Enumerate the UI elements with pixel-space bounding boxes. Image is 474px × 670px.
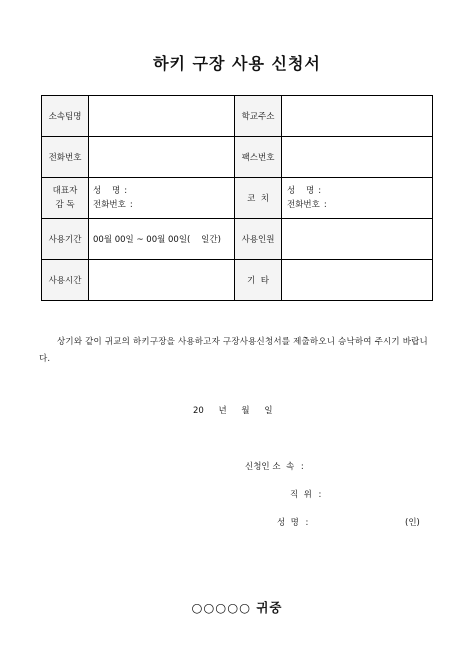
request-statement: 상기와 같이 귀교의 하키구장을 사용하고자 구장사용신청서를 제출하오니 승낙하여 주시기 바랍니다. xyxy=(39,337,428,364)
applicant-affiliation-row xyxy=(245,460,304,472)
representative-label xyxy=(42,178,89,219)
colon: : xyxy=(318,490,322,500)
phone-field[interactable] xyxy=(89,137,235,178)
form-row-period xyxy=(42,219,433,260)
usage-period-field[interactable]: 00월 00일 ~ 00월 00일( 일간) xyxy=(89,219,235,260)
team-name-label: 소속팀명 xyxy=(42,96,89,137)
date-line: 20 년 월 일 xyxy=(193,406,273,416)
position-label: 직 위 xyxy=(290,490,312,500)
coach-phone-row xyxy=(287,198,432,212)
usage-time-label: 사용시간 xyxy=(42,260,89,301)
phone-label: 전화번호 xyxy=(42,137,89,178)
colon: : xyxy=(129,200,133,210)
name-label: 성 명 xyxy=(277,518,299,528)
team-name-field[interactable] xyxy=(89,96,235,137)
form-row-representative xyxy=(42,178,433,219)
form-row-phone xyxy=(42,137,433,178)
representative-name-row xyxy=(93,184,234,198)
school-address-field[interactable] xyxy=(282,96,433,137)
form-row-time xyxy=(42,260,433,301)
colon: : xyxy=(124,186,128,196)
coach-label: 코 치 xyxy=(235,178,282,219)
coach-field[interactable] xyxy=(282,178,433,219)
representative-label-line2: 감 독 xyxy=(55,200,75,210)
fax-label: 팩스번호 xyxy=(235,137,282,178)
usage-period-label: 사용기간 xyxy=(42,219,89,260)
fax-field[interactable] xyxy=(282,137,433,178)
document-title: 하키 구장 사용 신청서 xyxy=(153,54,321,73)
school-address-label: 학교주소 xyxy=(235,96,282,137)
recipient-line: ○○○○○ 귀중 xyxy=(191,600,283,615)
seal-mark: (인) xyxy=(405,518,420,528)
form-row-team xyxy=(42,96,433,137)
application-form-table xyxy=(41,95,433,301)
attendees-field[interactable] xyxy=(282,219,433,260)
etc-field[interactable] xyxy=(282,260,433,301)
colon: : xyxy=(323,200,327,210)
affiliation-label: 신청인 소 속 xyxy=(245,462,295,472)
colon: : xyxy=(305,518,309,528)
attendees-label: 사용인원 xyxy=(235,219,282,260)
etc-label: 기 타 xyxy=(235,260,282,301)
representative-phone-label: 전화번호 xyxy=(93,200,126,210)
applicant-position-row xyxy=(290,488,321,500)
coach-phone-label: 전화번호 xyxy=(287,200,320,210)
colon: : xyxy=(318,186,322,196)
usage-time-field[interactable] xyxy=(89,260,235,301)
applicant-name-row xyxy=(277,516,308,528)
representative-label-line1: 대표자 xyxy=(52,186,78,196)
coach-name-label: 성 명 xyxy=(287,186,315,196)
representative-field[interactable] xyxy=(89,178,235,219)
coach-name-row xyxy=(287,184,432,198)
representative-phone-row xyxy=(93,198,234,212)
representative-name-label: 성 명 xyxy=(93,186,121,196)
colon: : xyxy=(300,462,304,472)
